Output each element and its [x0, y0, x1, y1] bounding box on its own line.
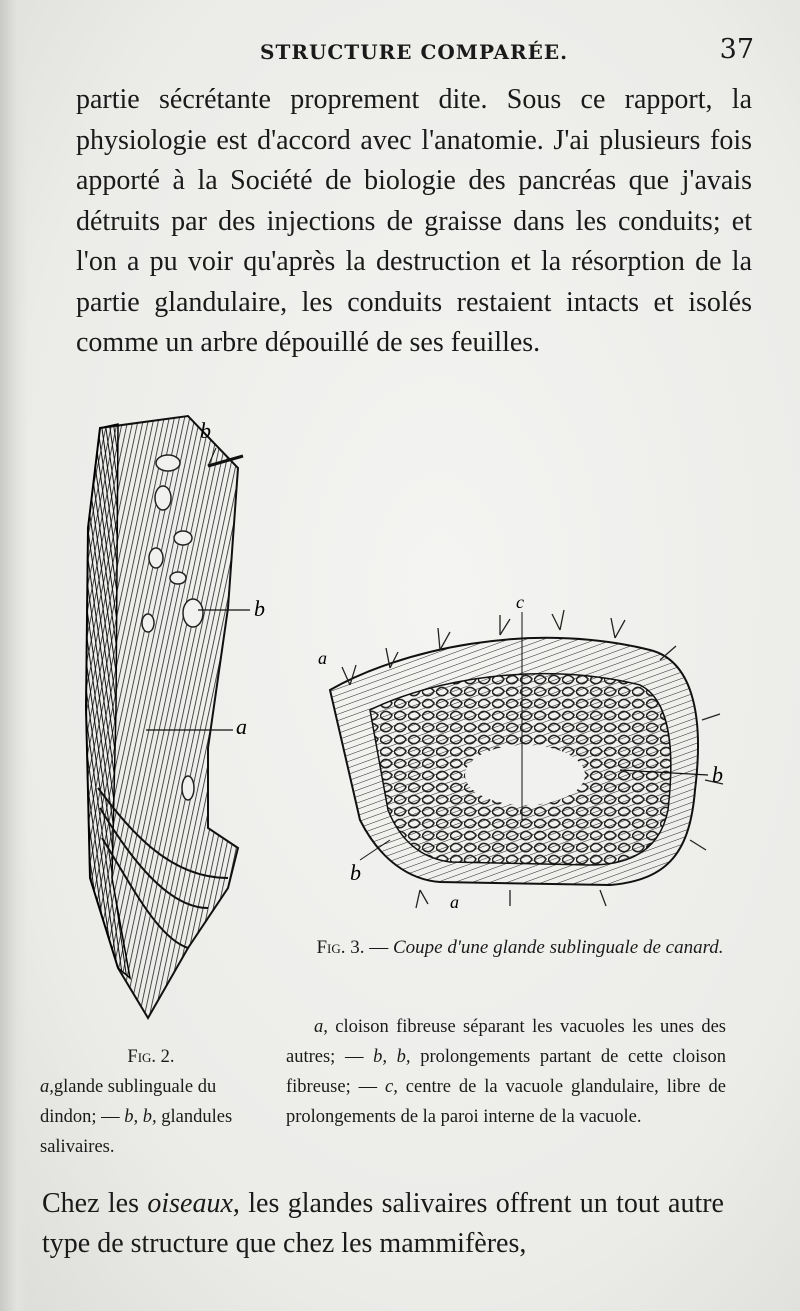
legend-key-c: c,: [385, 1077, 398, 1097]
figure-3-caption: Fig. 3. — Coupe d'une glande sublinguale de canard.: [316, 937, 724, 958]
legend-text-c: centre de la vacuole glandulaire, libre de prolongements de la paroi interne de la vacuole.: [286, 1077, 726, 1127]
vacuole-centre: [465, 745, 585, 805]
figure-3-label-c: c: [516, 592, 524, 612]
paragraph-2-end: , les glandes salivaires offrent un tout autre type de structure que chez les mammifères,: [42, 1188, 724, 1259]
paragraph-1: partie sécrétante proprement dite. Sous ce rapport, la physiologie est d'accord avec l'anatomie. J'ai plusieurs fois apporté à la Société de biologie des pancréas que j'avais détruits par des injections de graisse dans les conduits; et l'on a pu voir qu'après la destruction et la résorption de la partie glandulaire, les conduits restaient intacts et isolés comme un arbre dépouillé de ses feuilles.: [76, 84, 752, 358]
legend-key-a: a,: [314, 1017, 328, 1037]
fig2-key-b: b, b,: [124, 1107, 157, 1127]
legend-text-b: prolongements partant de cette cloison fibreuse; —: [286, 1047, 727, 1097]
figure-3-label-a-bottom: a: [450, 892, 459, 912]
figure-3-engraving: [310, 590, 750, 920]
page-number: 37: [719, 34, 754, 65]
legend-text-a: cloison fibreuse séparant les vacuoles les unes des autres; —: [286, 1017, 726, 1067]
figure-3-label-b-right: b: [712, 762, 723, 787]
paragraph-2-emphasis: oiseaux: [147, 1188, 233, 1219]
fig2-key-a: a,: [40, 1077, 54, 1097]
running-title: STRUCTURE COMPARÉE.: [260, 40, 569, 64]
legend-key-b: b, b,: [373, 1047, 411, 1067]
figure-3-number: Fig. 3.: [316, 937, 365, 958]
paragraph-2: [42, 1184, 724, 1264]
figure-3-label-b-left: b: [350, 860, 361, 885]
figure-2-engraving: [38, 408, 308, 1048]
figure-3-label-a-top: a: [318, 648, 327, 668]
figure-2-label-b-top: b: [200, 418, 211, 443]
figure-2-label-b-mid: b: [254, 596, 265, 621]
fig2-text-a: glande sublinguale du dindon; —: [40, 1077, 217, 1127]
figure-2-caption: [40, 1042, 262, 1162]
figure-3: [310, 590, 750, 920]
figure-3-title: Coupe d'une glande sublinguale de canard.: [393, 937, 724, 958]
page-header: [0, 34, 800, 70]
page-binding-shadow: [0, 0, 28, 1311]
figure-2-number: Fig. 2.: [127, 1047, 175, 1067]
figure-2: [38, 408, 308, 1048]
figure-3-legend: [286, 1012, 726, 1132]
paragraph-2-start: Chez les: [42, 1188, 148, 1219]
fig2-text-b: glandules salivaires.: [40, 1107, 233, 1157]
figure-2-label-a: a: [236, 714, 247, 739]
